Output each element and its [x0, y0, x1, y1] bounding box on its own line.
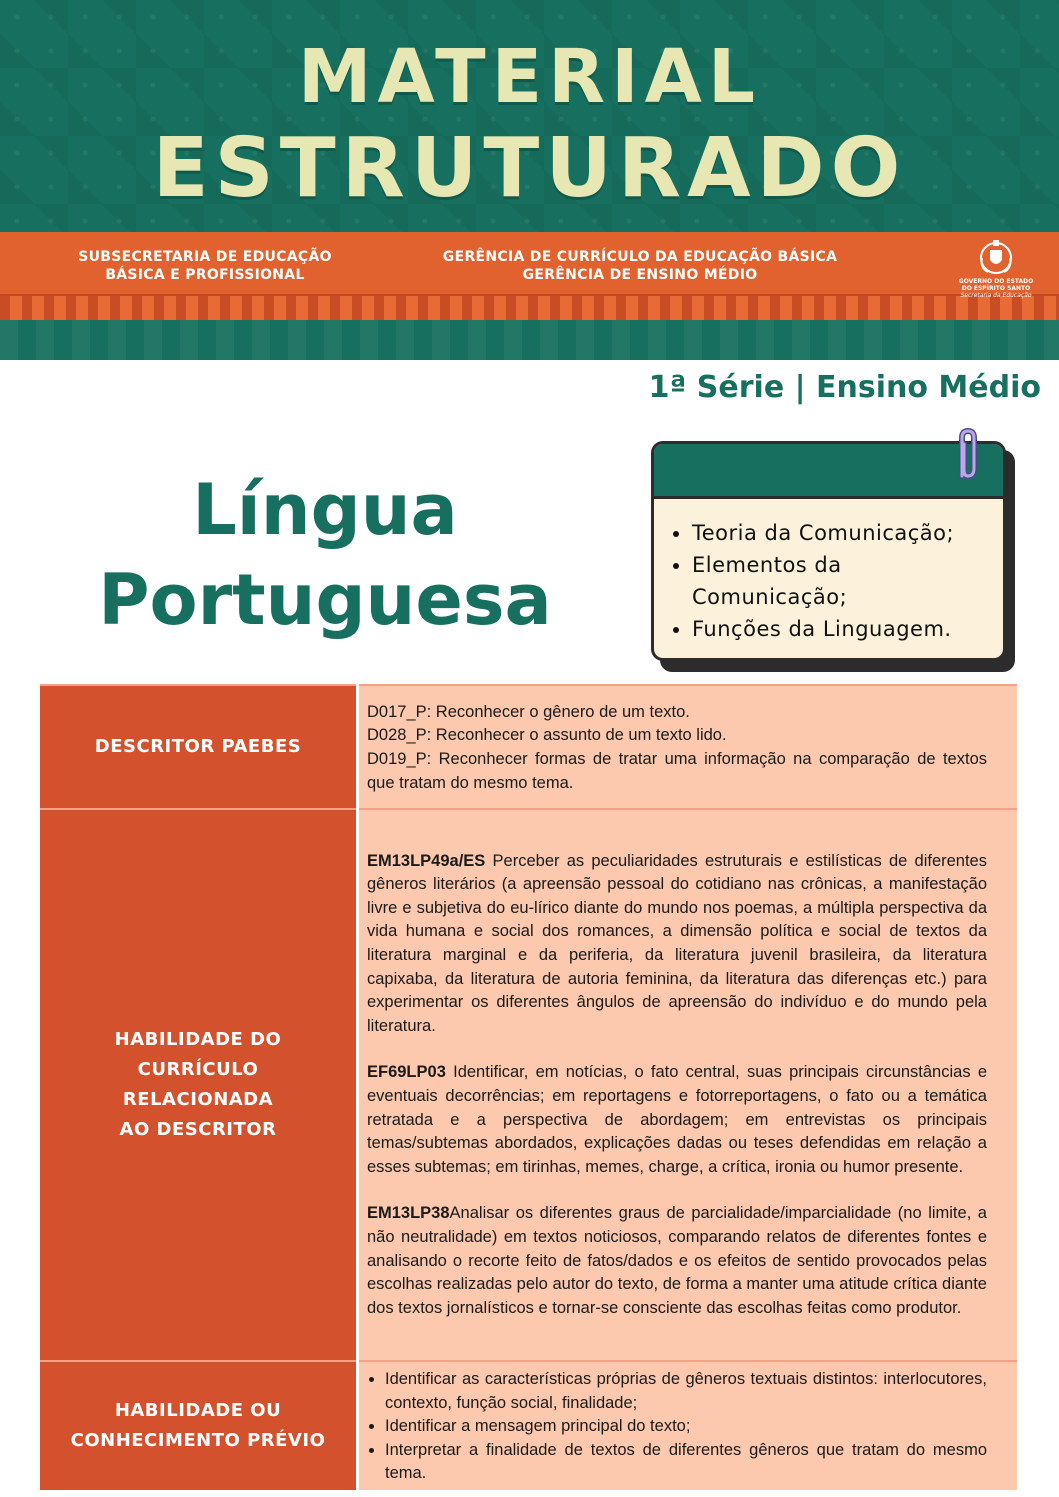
descritor-item: D017_P: Reconhecer o gênero de um texto. — [367, 702, 690, 721]
subsecretaria-line1: SUBSECRETARIA DE EDUCAÇÃO — [78, 249, 332, 265]
subject-line1: Língua — [192, 469, 458, 551]
habilidade-code: EM13LP49a/ES — [367, 851, 486, 870]
descriptor-table — [40, 684, 1017, 1490]
habilidade-code: EF69LP03 — [367, 1063, 446, 1082]
banner-ornament-strip — [0, 294, 1059, 322]
gerencia-label — [430, 248, 850, 284]
habilidade-item — [367, 1061, 987, 1179]
serie-label: 1ª Série | Ensino Médio — [648, 370, 1041, 405]
habilidade-text: Identificar, em notícias, o fato central, suas principais circunstâncias e eventuais decorrências; em reportagens e fotorreportagens, o fato ou a temática retratada e a perspectiva de abordagem; em entrevistas os principais temas/subtemas abordados, explicações dadas ou teses defendidas em relação a esses subtemas; em tirinhas, memes, charge, a crítica, ironia ou humor presente. — [367, 1063, 987, 1176]
gov-sub: Secretaria da Educação — [960, 292, 1032, 299]
topics-list — [654, 517, 1003, 645]
habilidade-content — [358, 809, 1018, 1361]
habilidade-label-line: CURRÍCULO — [137, 1059, 259, 1080]
habilidade-label-line: RELACIONADA — [122, 1089, 274, 1110]
previo-label — [40, 1361, 358, 1490]
topics-card-header — [654, 444, 1003, 499]
paperclip-icon — [953, 428, 979, 482]
descritor-item: D019_P: Reconhecer formas de tratar uma informação na comparação de textos que tratam do mesmo tema. — [367, 750, 987, 792]
banner-bottom-strip — [0, 320, 1059, 360]
habilidade-code: EM13LP38 — [367, 1204, 450, 1223]
gerencia-line2: GERÊNCIA DE ENSINO MÉDIO — [522, 267, 758, 283]
row-habilidade — [40, 809, 1017, 1361]
gerencia-line1: GERÊNCIA DE CURRÍCULO DA EDUCAÇÃO BÁSICA — [442, 249, 838, 265]
banner-title-line2: ESTRUTURADO — [152, 121, 907, 216]
habilidade-item — [367, 1202, 987, 1320]
topic-item: • Elementos da Comunicação; — [692, 549, 1003, 613]
previo-label-line: CONHECIMENTO PRÉVIO — [70, 1429, 326, 1451]
descritor-item: D028_P: Reconhecer o assunto de um texto lido. — [367, 726, 727, 745]
gov-line1: GOVERNO DO ESTADO — [958, 278, 1034, 285]
header-banner — [0, 0, 1059, 360]
banner-title-line1: MATERIAL — [297, 34, 762, 120]
row-descritor — [40, 685, 1017, 809]
habilidade-label — [40, 809, 358, 1361]
descritor-label: DESCRITOR PAEBES — [40, 685, 358, 809]
habilidade-label-line: AO DESCRITOR — [119, 1119, 277, 1140]
descritor-content — [358, 685, 1018, 809]
subject-line2: Portuguesa — [98, 559, 552, 641]
gov-line2: DO ESPÍRITO SANTO — [961, 285, 1031, 292]
coat-of-arms-icon — [976, 238, 1016, 278]
topic-item: • Funções da Linguagem. — [692, 613, 1003, 645]
habilidade-item — [367, 850, 987, 1039]
habilidade-text: Perceber as peculiaridades estruturais e estilísticas de diferentes gêneros literários (a apreensão pessoal do cotidiano nas crônicas, a manifestação livre e subjetiva do eu-lírico diante do mundo nos poemas, a múltipla perspectiva da vida humana e social dos romances, a dimensão política e social de textos da literatura marginal e da periferia, da literatura juvenil brasileira, da literatura capixaba, da literatura de autoria feminina, da literatura das diferenças etc.) para experimentar os diferentes ângulos de apreensão do indivíduo e do mundo pela literatura. — [367, 851, 987, 1035]
habilidade-label-line: HABILIDADE DO — [114, 1029, 282, 1050]
previo-item: • Identificar a mensagem principal do texto; — [385, 1415, 987, 1439]
previo-item: • Identificar as características próprias de gêneros textuais distintos: interlocutores, contexto, função social, finalidade; — [385, 1368, 987, 1415]
government-logo — [955, 238, 1037, 300]
subsecretaria-line2: BÁSICA E PROFISSIONAL — [105, 267, 305, 283]
topic-item: • Teoria da Comunicação; — [692, 517, 1003, 549]
previo-content — [358, 1361, 1018, 1490]
habilidade-text: Analisar os diferentes graus de parcialidade/imparcialidade (no limite, a não neutralidade) em textos noticiosos, comparando relatos de diferentes fontes e analisando o recorte feito de fatos/dados e os efeitos de sentido provocados pelas escolhas realizadas pelo autor do texto, de forma a manter uma atitude crítica diante dos textos jornalísticos e tornar-se consciente das escolhas feitas como produtor. — [367, 1204, 987, 1317]
subsecretaria-label — [60, 248, 350, 284]
row-previo — [40, 1361, 1017, 1490]
previo-label-line: HABILIDADE OU — [114, 1399, 282, 1421]
subject-title — [80, 465, 570, 645]
previo-item: • Interpretar a finalidade de textos de diferentes gêneros que tratam do mesmo tema. — [385, 1439, 987, 1486]
previo-list — [359, 1362, 1017, 1490]
